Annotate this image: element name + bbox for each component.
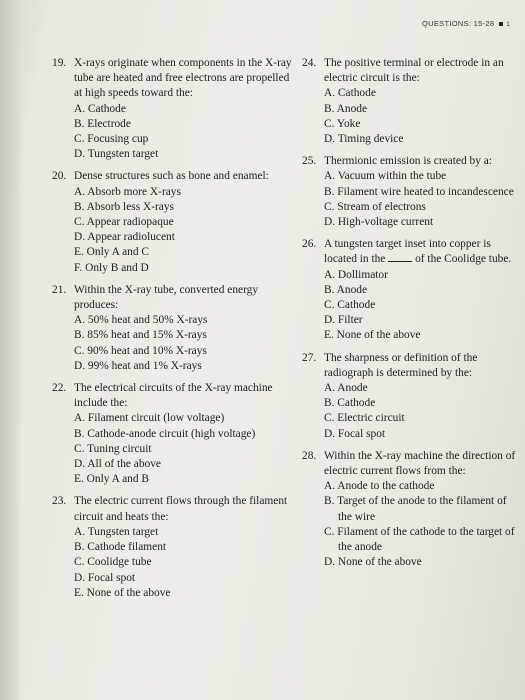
question-text: X-rays originate when components in the X-ray tube are heated and free electrons are propelled at high speeds toward the: [74,57,292,100]
options-list [302,268,522,344]
option: A. Dollimator [324,268,388,281]
question-number: 28. [302,449,317,462]
question-number: 26. [302,238,317,251]
question-number: 25. [302,155,317,168]
option: E. None of the above [324,329,421,342]
option: A. 50% heat and 50% X-rays [74,314,208,327]
option: B. Cathode [324,397,376,410]
question-19 [52,56,292,162]
option: B. Anode [324,283,368,296]
question-text-after-blank: of the Coolidge tube. [415,253,512,266]
option: D. Filter [324,314,363,327]
right-column [302,56,522,578]
option: E. Only A and B [74,473,149,486]
question-text: Within the X-ray machine the direction of electric current flows from the: [324,449,516,478]
question-number: 22. [52,382,67,395]
question-text: Within the X-ray tube, converted energy produces: [74,283,259,312]
question-number: 19. [52,57,67,69]
option: D. Focal spot [74,571,136,584]
question-number: 27. [302,351,317,364]
options-list [52,313,292,374]
option: C. Filament of the cathode to the target of the anode [324,525,515,554]
page-number: 1 [506,22,510,28]
option: A. Absorb more X-rays [74,185,181,198]
question-20 [52,169,292,275]
option: C. Electric circuit [324,412,405,425]
question-22 [52,381,292,487]
option: A. Cathode [324,87,376,100]
question-27 [302,351,522,442]
question-number: 23. [52,495,67,508]
question-text-before-blank: A tungsten target inset into copper is located in the [324,238,491,266]
option: B. Cathode-anode circuit (high voltage) [74,427,256,440]
options-list [52,185,292,276]
options-list [302,479,522,570]
question-text: The positive terminal or electrode in an electric circuit is the: [324,57,504,85]
question-number: 24. [302,57,317,69]
option: D. None of the above [324,556,422,569]
question-25 [302,154,522,230]
option: B. Absorb less X-rays [74,200,174,213]
option: B. 85% heat and 15% X-rays [74,329,207,342]
option: C. Appear radiopaque [74,216,174,229]
option: E. Only A and C [74,246,149,259]
options-list [302,381,522,442]
question-number: 20. [52,170,67,183]
option: A. Anode [324,382,368,395]
option: C. Coolidge tube [74,556,152,569]
question-text: The electric current flows through the filament circuit and heats the: [74,495,288,523]
option: D. Appear radiolucent [74,231,175,244]
question-text: Dense structures such as bone and enamel: [74,170,269,183]
option: F. Only B and D [74,261,149,274]
option: C. Tuning circuit [74,442,152,455]
options-list [52,102,292,163]
option: C. Focusing cup [74,133,149,146]
question-number: 21. [52,283,67,296]
question-text: Thermionic emission is created by a: [324,155,492,168]
page-header [422,19,510,28]
option: B. Anode [324,102,368,115]
option: B. Cathode filament [74,541,167,554]
left-column [52,56,292,608]
option: C. Yoke [324,117,361,130]
option: D. All of the above [74,458,161,471]
option: A. Filament circuit (low voltage) [74,412,225,425]
question-text: The sharpness or definition of the radiograph is determined by the: [324,351,478,379]
options-list [52,411,292,487]
header-label: QUESTIONS: 15-28 [422,19,495,28]
square-bullet-icon [499,22,503,26]
option: B. Target of the anode to the filament of the wire [324,495,507,523]
option: C. Cathode [324,299,376,312]
option: D. High-voltage current [324,216,434,229]
fill-in-blank [388,252,412,262]
option: A. Cathode [74,102,126,115]
option: D. Timing device [324,133,404,146]
option: B. Electrode [74,117,131,130]
option: D. Tungsten target [74,148,159,161]
question-21 [52,283,292,374]
option: D. 99% heat and 1% X-rays [74,359,202,372]
question-24 [302,56,522,147]
option: A. Vacuum within the tube [324,170,447,183]
option: B. Filament wire heated to incandescence [324,185,514,198]
option: D. Focal spot [324,427,386,440]
option: A. Anode to the cathode [324,480,435,493]
option: A. Tungsten target [74,525,159,538]
question-23 [52,494,292,600]
question-text [324,237,522,267]
option: C. Stream of electrons [324,200,426,213]
option: C. 90% heat and 10% X-rays [74,344,207,357]
options-list [302,86,522,147]
option: E. None of the above [74,586,171,599]
page-edge-shadow [0,0,22,700]
question-text: The electrical circuits of the X-ray machine include the: [74,382,273,410]
question-28 [302,449,522,571]
question-26 [302,237,522,343]
options-list [302,169,522,230]
options-list [52,525,292,601]
